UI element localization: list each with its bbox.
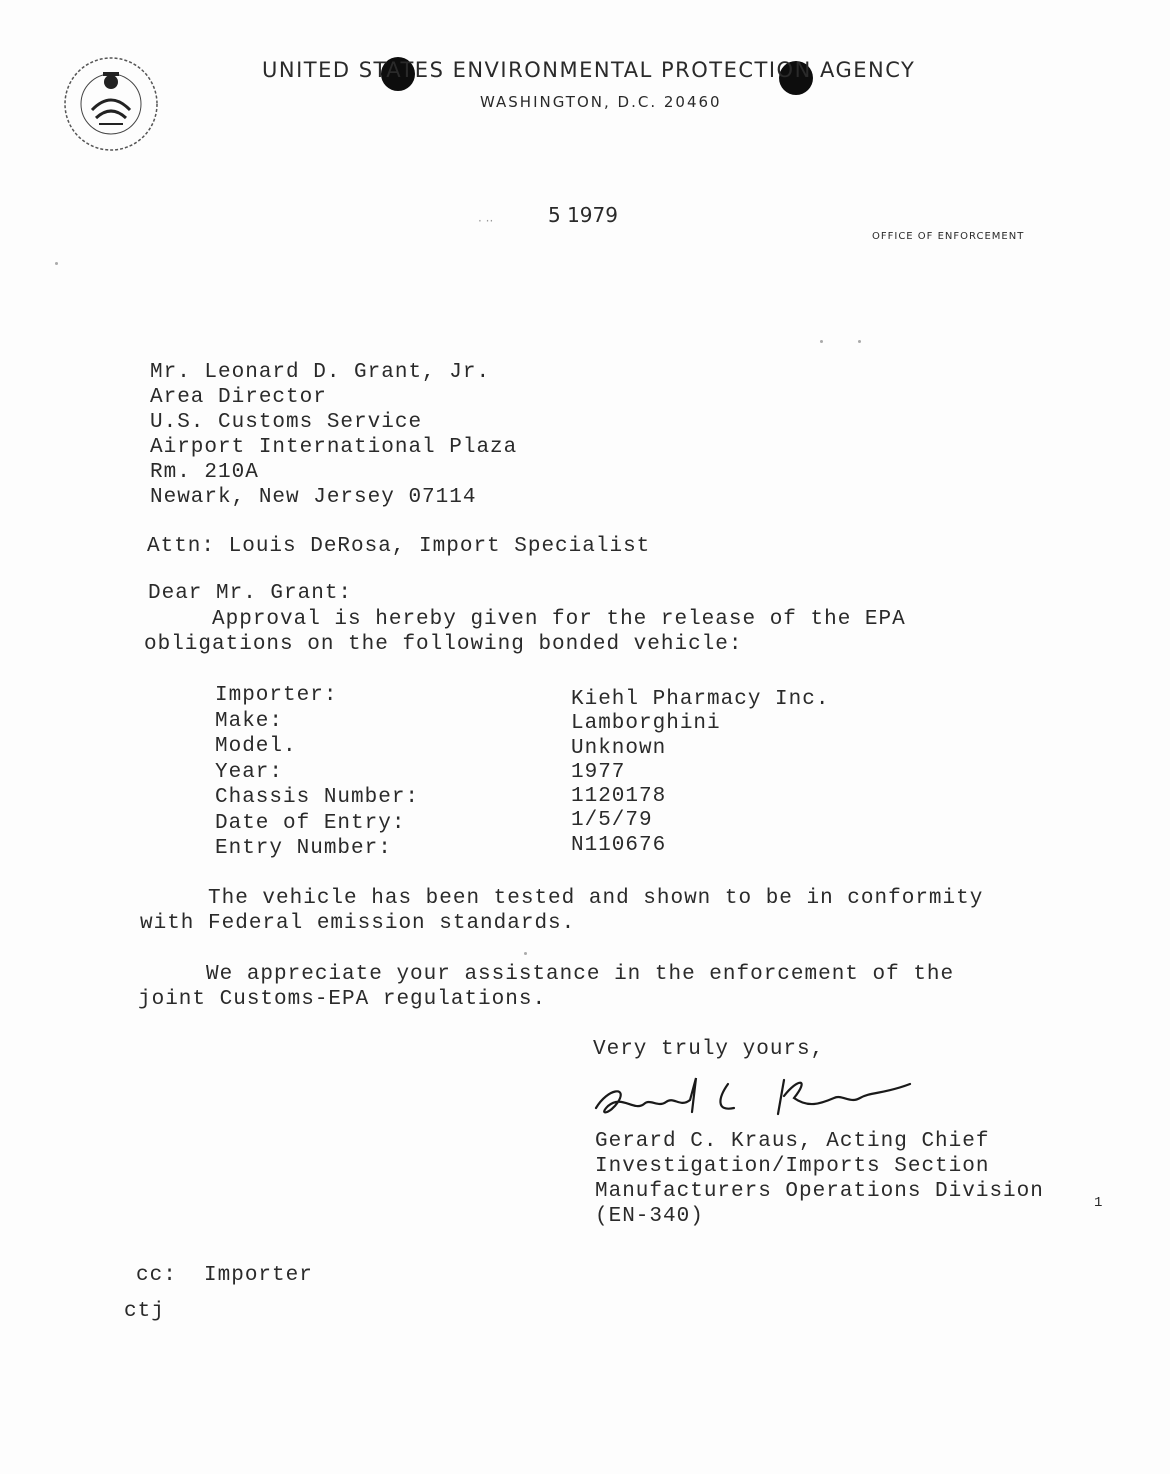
vehicle-label: Entry Number: xyxy=(215,837,392,860)
scan-speck xyxy=(820,340,823,343)
salutation: Dear Mr. Grant: xyxy=(148,582,353,605)
agency-address: WASHINGTON, D.C. 20460 xyxy=(480,93,722,111)
paragraph-line: joint Customs-EPA regulations. xyxy=(138,988,547,1011)
conformity-paragraph xyxy=(140,886,983,936)
vehicle-value: Unknown xyxy=(571,736,667,760)
signer-code: (EN-340) xyxy=(595,1205,704,1228)
intro-line: Approval is hereby given for the release of the EPA xyxy=(144,608,906,631)
scan-speck xyxy=(524,952,527,955)
vehicle-label: Chassis Number: xyxy=(215,786,420,809)
vehicle-value: Lamborghini xyxy=(571,712,721,736)
handwritten-signature xyxy=(588,1068,918,1130)
vehicle-value: N110676 xyxy=(571,833,667,857)
vehicle-label: Date of Entry: xyxy=(215,811,406,835)
typist-initials: ctj xyxy=(124,1300,165,1323)
recipient-building: Airport International Plaza xyxy=(150,436,518,459)
signer-division: Manufacturers Operations Division xyxy=(595,1180,1044,1203)
scan-speck xyxy=(858,340,861,343)
margin-mark: 1 xyxy=(1094,1195,1104,1211)
vehicle-label: Model. xyxy=(215,735,297,758)
closing: Very truly yours, xyxy=(593,1038,825,1061)
vehicle-value: 1977 xyxy=(571,760,626,784)
scan-speck xyxy=(55,262,58,265)
date-stamp-prefix: · ·· xyxy=(478,214,494,228)
recipient-address xyxy=(150,360,517,510)
intro-line: obligations on the following bonded vehicle: xyxy=(144,633,743,656)
vehicle-values xyxy=(571,688,829,858)
vehicle-label: Importer: xyxy=(215,684,338,707)
epa-seal-icon xyxy=(52,52,170,156)
cc-line: cc: Importer xyxy=(136,1264,313,1287)
signer-section: Investigation/Imports Section xyxy=(595,1155,990,1178)
office-name: OFFICE OF ENFORCEMENT xyxy=(872,231,1025,242)
recipient-title: Area Director xyxy=(150,386,327,409)
recipient-org: U.S. Customs Service xyxy=(150,411,423,434)
vehicle-labels xyxy=(215,683,419,862)
attention-line: Attn: Louis DeRosa, Import Specialist xyxy=(147,535,651,558)
recipient-name: Mr. Leonard D. Grant, Jr. xyxy=(150,361,491,384)
recipient-room: Rm. 210A xyxy=(150,461,259,484)
signer-name: Gerard C. Kraus, Acting Chief xyxy=(595,1130,990,1153)
vehicle-value: Kiehl Pharmacy Inc. xyxy=(571,688,830,711)
agency-name: UNITED STATES ENVIRONMENTAL PROTECTION AGENCY xyxy=(262,58,916,82)
paragraph-line: with Federal emission standards. xyxy=(140,912,576,935)
recipient-city: Newark, New Jersey 07114 xyxy=(150,486,477,509)
paragraph-line: The vehicle has been tested and shown to be in conformity xyxy=(140,887,984,910)
vehicle-label: Year: xyxy=(215,760,284,784)
intro-paragraph xyxy=(144,607,906,657)
vehicle-value: 1/5/79 xyxy=(571,809,653,833)
vehicle-label: Make: xyxy=(215,709,284,733)
appreciation-paragraph xyxy=(138,962,954,1012)
date-stamp: 5 1979 xyxy=(548,203,618,227)
paragraph-line: We appreciate your assistance in the enforcement of the xyxy=(138,963,955,986)
signature-block xyxy=(595,1129,1044,1229)
vehicle-value: 1120178 xyxy=(571,785,667,809)
